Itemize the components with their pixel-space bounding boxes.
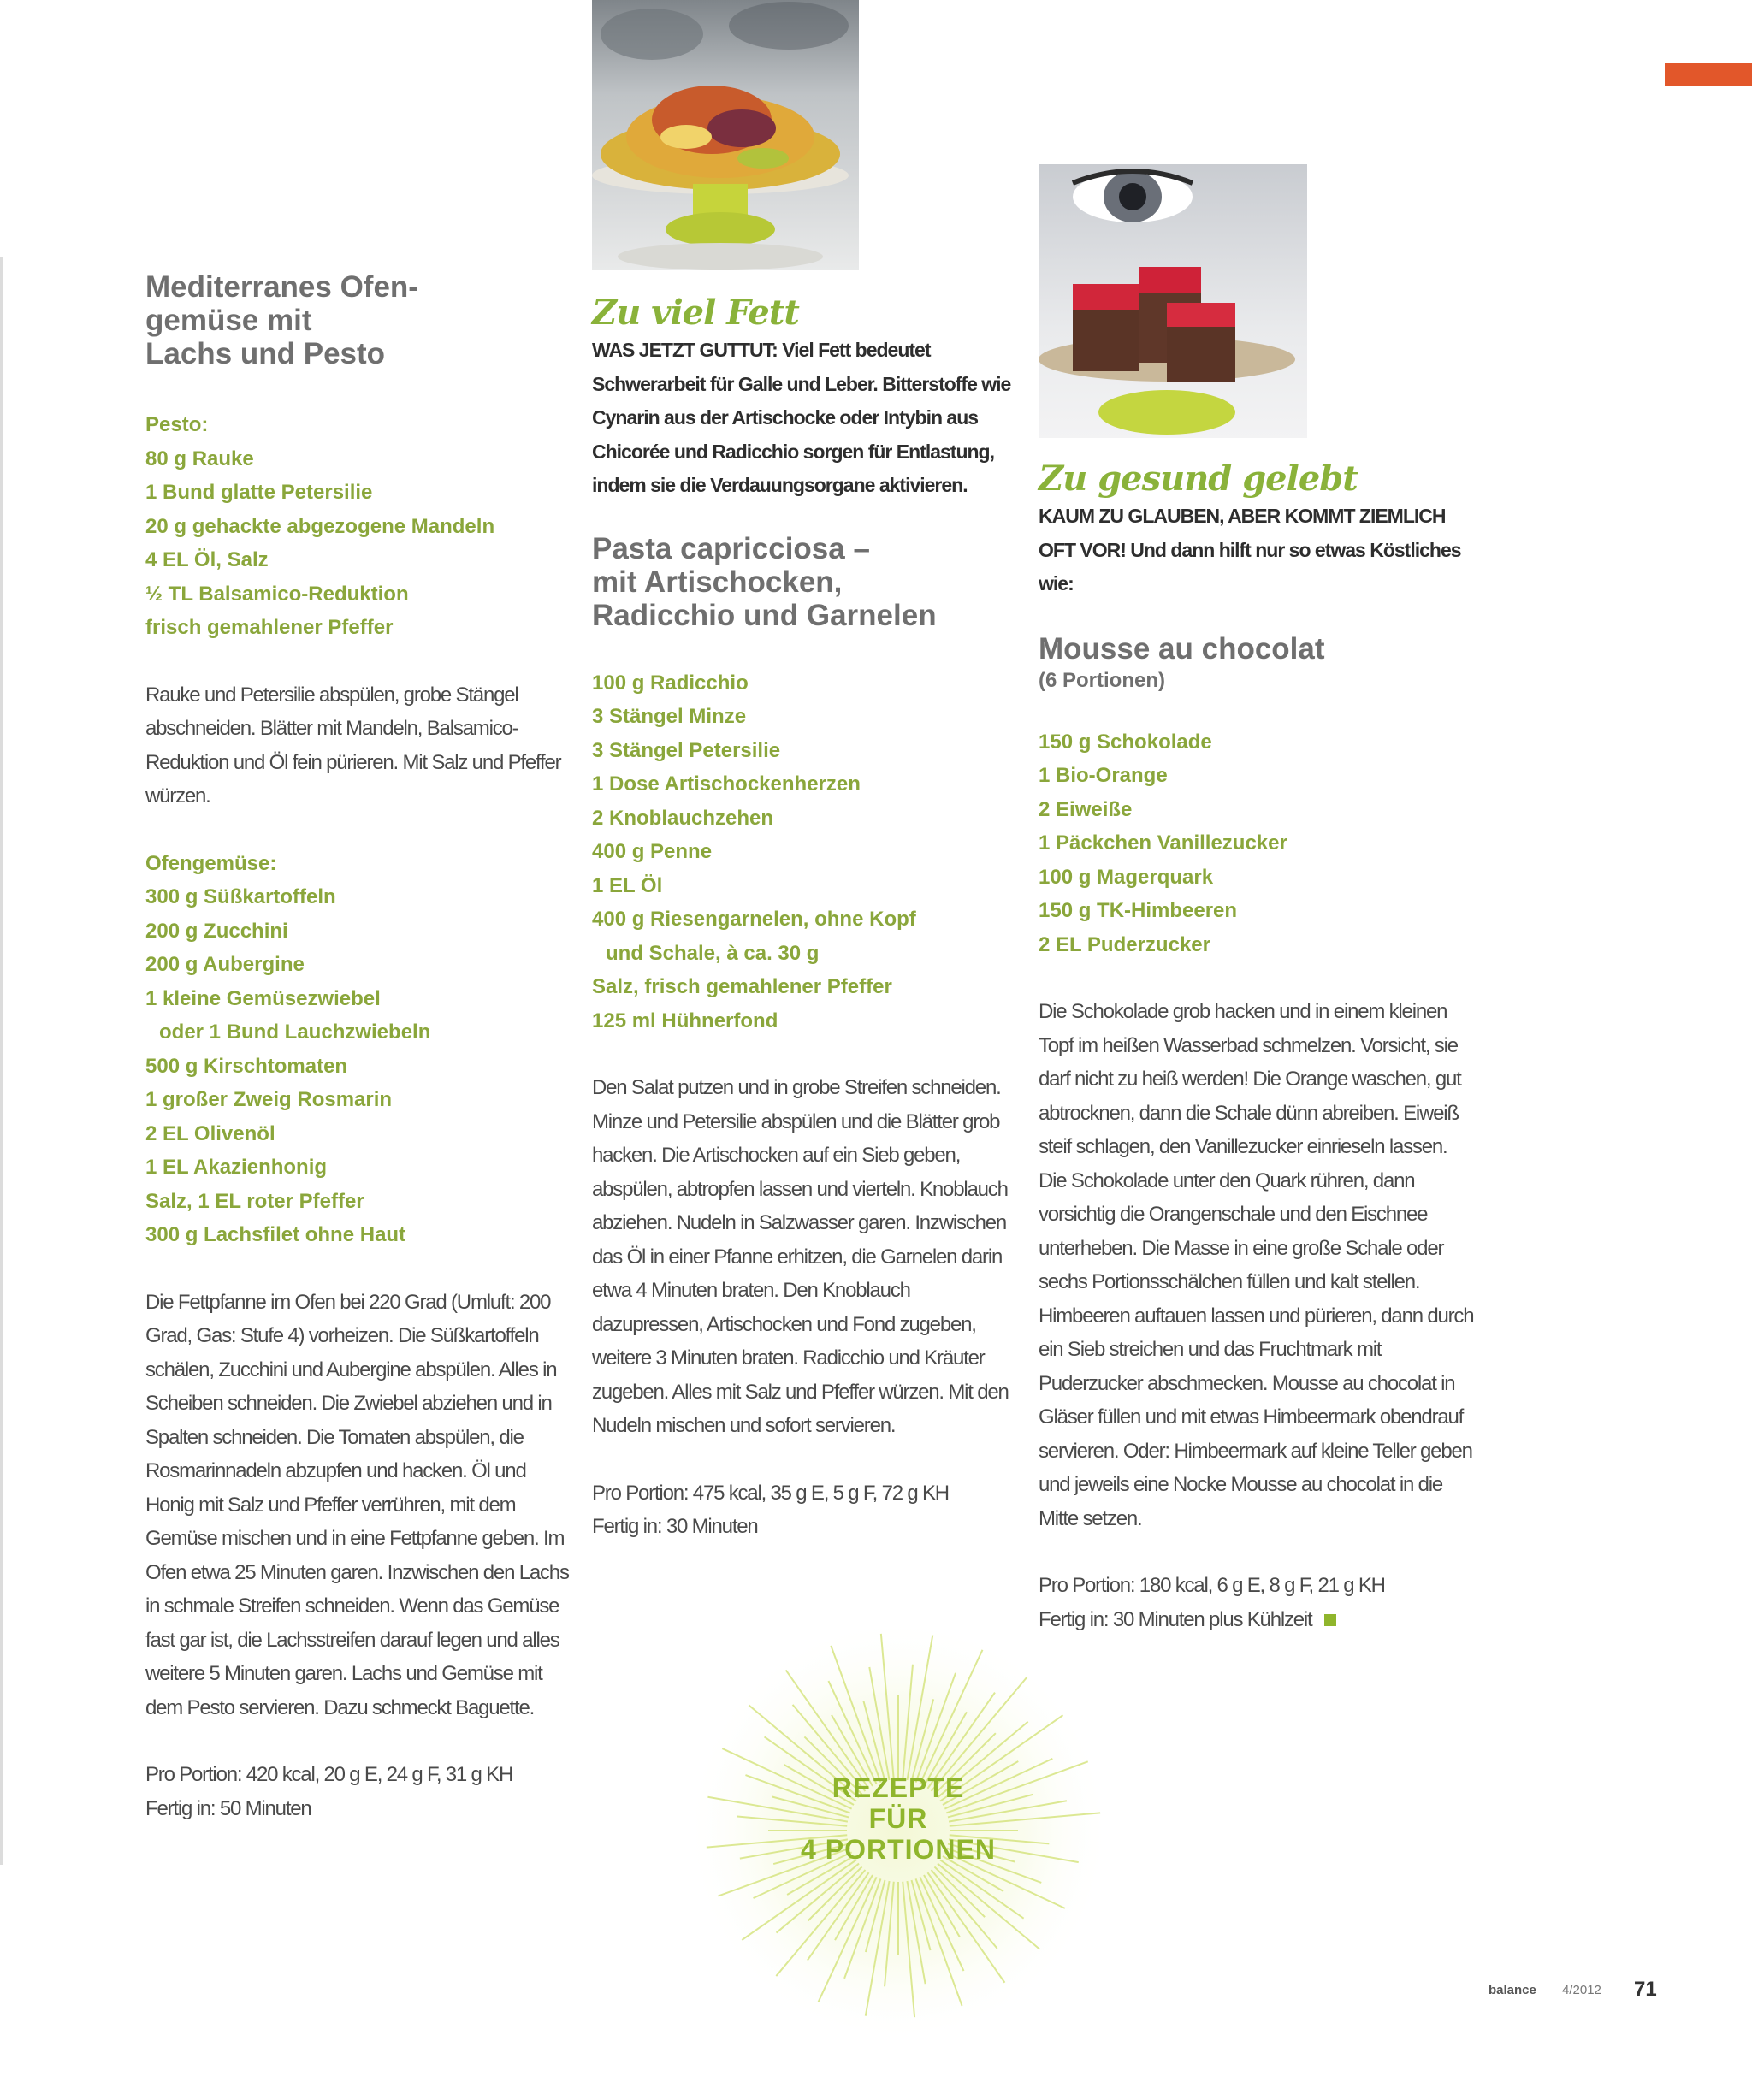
ingredient: 3 Stängel Minze: [592, 705, 747, 728]
ingredient: 3 Stängel Petersilie: [592, 738, 781, 762]
recipe-title: Mousse au chocolat: [1039, 631, 1325, 665]
title-line: Pasta capricciosa –: [592, 531, 870, 565]
ofengemuese-label: Ofengemüse:: [145, 851, 277, 875]
intro-text: KAUM ZU GLAUBEN, ABER KOMMT ZIEMLICH OFT VOR! Und dann hilft nur so etwas Köstliches wie:: [1039, 505, 1461, 595]
cooking-time-text: Fertig in: 30 Minuten plus Kühlzeit: [1039, 1607, 1312, 1631]
ingredient: 1 Bio-Orange: [1039, 764, 1168, 787]
title-line: mit Artischocken,: [592, 565, 843, 599]
ingredient: Salz, frisch gemahlener Pfeffer: [592, 975, 892, 998]
intro-text: WAS JETZT GUTTUT: Viel Fett bedeutet Schwerarbeit für Galle und Leber. Bitterstoffe wie Cynarin aus der Artischocke oder Intybin aus Chicorée und Radicchio sorgen für Entlastung, indem sie die Verdauungsorgane aktivieren.: [592, 339, 1011, 496]
starburst-line: FÜR: [868, 1803, 928, 1834]
ingredient: 100 g Radicchio: [592, 671, 749, 695]
ingredient: 300 g Lachsfilet ohne Haut: [145, 1223, 406, 1246]
ingredient: 1 EL Akazienhonig: [145, 1156, 328, 1179]
recipe-title: [145, 270, 573, 370]
veg-ingredient-list: [145, 880, 573, 1252]
magazine-name: balance: [1489, 1983, 1536, 1997]
ingredient: 125 ml Hühnerfond: [592, 1009, 778, 1032]
ingredient: 80 g Rauke: [145, 447, 254, 470]
starburst-line: 4 PORTIONEN: [801, 1834, 996, 1865]
ingredient-list: [1039, 725, 1475, 962]
recipe-pasta-capricciosa: [592, 0, 1020, 1544]
ingredient: 400 g Riesengarnelen, ohne Kopf: [592, 908, 916, 931]
title-line: Lachs und Pesto: [145, 337, 386, 370]
title-line: Radicchio und Garnelen: [592, 598, 937, 632]
pesto-ingredient-list: [145, 442, 573, 645]
recipe-ofengemuese: [145, 270, 573, 1825]
page-number: 71: [1634, 1978, 1657, 2001]
starburst-line: REZEPTE: [832, 1772, 965, 1803]
ingredient: 300 g Süßkartoffeln: [145, 885, 336, 908]
ingredient: 200 g Zucchini: [145, 919, 288, 943]
ingredient: 500 g Kirschtomaten: [145, 1054, 348, 1078]
ingredient: 20 g gehackte abgezogene Mandeln: [145, 514, 495, 538]
ingredient: 1 kleine Gemüsezwiebel: [145, 986, 381, 1010]
nutrition-info: Pro Portion: 180 kcal, 6 g E, 8 g F, 21 g KH: [1039, 1574, 1385, 1597]
nutrition-info: Pro Portion: 420 kcal, 20 g E, 24 g F, 31 g KH: [145, 1763, 513, 1786]
ingredient: 1 Päckchen Vanillezucker: [1039, 831, 1287, 855]
nutrition-info: Pro Portion: 475 kcal, 35 g E, 5 g F, 72 g KH: [592, 1481, 949, 1505]
portion-note: (6 Portionen): [1039, 668, 1165, 692]
end-of-article-square-icon: [1324, 1614, 1336, 1626]
recipe-method: Die Fettpfanne im Ofen bei 220 Grad (Umluft: 200 Grad, Gas: Stufe 4) vorheizen. Die Süßkartoffeln schälen, Zucchini und Aubergine abspülen. Alles in Scheiben schneiden. Die Zwiebel abziehen und in Spalten schneiden. Die Tomaten abspülen, die Rosmarinnadeln abzupfen und hacken. Öl und Honig mit Salz und Pfeffer verrühren, mit dem Gemüse mischen und in eine Fettpfanne geben. Im Ofen etwa 25 Minuten garen. Inzwischen den Lachs in schmale Streifen schneiden. Wenn das Gemüse fast gar ist, die Lachsstreifen darauf legen und alles weitere 5 Minuten garen. Lachs und Gemüse mit dem Pesto servieren. Dazu schmeckt Baguette.: [145, 1290, 569, 1719]
pesto-method: Rauke und Petersilie abspülen, grobe Stängel abschneiden. Blätter mit Mandeln, Balsamico-Reduktion und Öl fein pürieren. Mit Salz und Pfeffer würzen.: [145, 683, 561, 807]
recipe-title: [592, 532, 1020, 632]
ingredient: Salz, 1 EL roter Pfeffer: [145, 1189, 364, 1213]
ingredient: frisch gemahlener Pfeffer: [145, 616, 394, 639]
page-footer: [1489, 1978, 1668, 2003]
cooking-time: Fertig in: 30 Minuten: [592, 1515, 758, 1538]
title-line: gemüse mit: [145, 304, 312, 337]
page-gutter-rule: [0, 257, 3, 1865]
ingredient: und Schale, à ca. 30 g: [606, 941, 820, 965]
ingredient: 1 Bund glatte Petersilie: [145, 481, 373, 504]
ingredient: oder 1 Bund Lauchzwiebeln: [159, 1020, 431, 1044]
issue-number: 4/2012: [1562, 1983, 1601, 1997]
accent-bar: [1665, 63, 1752, 86]
ingredient: 2 EL Puderzucker: [1039, 932, 1210, 956]
ingredient: 100 g Magerquark: [1039, 865, 1214, 889]
recipe-mousse-au-chocolat: [1039, 0, 1475, 1636]
ingredient: 400 g Penne: [592, 840, 713, 863]
ingredient: 2 EL Olivenöl: [145, 1121, 275, 1145]
section-headline: Zu gesund gelebt: [1039, 458, 1358, 499]
pesto-label: Pesto:: [145, 413, 209, 436]
ingredient: 1 EL Öl: [592, 873, 663, 897]
ingredient: 200 g Aubergine: [145, 953, 305, 976]
starburst-label: [753, 1772, 1044, 1865]
ingredient: 1 großer Zweig Rosmarin: [145, 1088, 393, 1111]
section-headline: Zu viel Fett: [592, 293, 799, 333]
ingredient: 1 Dose Artischockenherzen: [592, 772, 861, 796]
cooking-time: Fertig in: 50 Minuten: [145, 1796, 311, 1820]
recipe-method: Den Salat putzen und in grobe Streifen schneiden. Minze und Petersilie abspülen und die Blätter grob hacken. Die Artischocken auf ein Sieb geben, abspülen, abtropfen lassen und vierteln. Knoblauch abziehen. Nudeln in Salzwasser garen. Inzwischen das Öl in einer Pfanne erhitzen, die Garnelen darin etwa 4 Minuten braten. Den Knoblauch dazupressen, Artischocken und Fond zugeben, weitere 3 Minuten braten. Radicchio und Kräuter zugeben. Alles mit Salz und Pfeffer würzen. Mit den Nudeln mischen und sofort servieren.: [592, 1076, 1009, 1437]
ingredient: ½ TL Balsamico-Reduktion: [145, 582, 409, 606]
ingredient: 150 g TK-Himbeeren: [1039, 899, 1238, 922]
ingredient: 2 Eiweiße: [1039, 797, 1133, 821]
title-line: Mediterranes Ofen-: [145, 270, 418, 304]
ingredient: 2 Knoblauchzehen: [592, 806, 774, 830]
recipe-method: Die Schokolade grob hacken und in einem kleinen Topf im heißen Wasserbad schmelzen. Vorsicht, sie darf nicht zu heiß werden! Die Orange waschen, gut abtrocknen, dann die Schale dünn abreiben. Eiweiß steif schlagen, den Vanillezucker einrieseln lassen. Die Schokolade unter den Quark rühren, dann vorsichtig die Orangenschale und den Eischnee unterheben. Die Masse in eine große Schale oder sechs Portionsschälchen füllen und kalt stellen. Himbeeren auftauen lassen und pürieren, dann durch ein Sieb streichen und das Fruchtmark mit Puderzucker abschmecken. Mousse au chocolat in Gläser füllen und mit etwas Himbeermark obendrauf servieren. Oder: Himbeermark auf kleine Teller geben und jeweils eine Nocke Mousse au chocolat in die Mitte setzen.: [1039, 1000, 1474, 1530]
ingredient: 150 g Schokolade: [1039, 730, 1212, 754]
ingredient-list: [592, 666, 1020, 1038]
ingredient: 4 EL Öl, Salz: [145, 548, 269, 571]
